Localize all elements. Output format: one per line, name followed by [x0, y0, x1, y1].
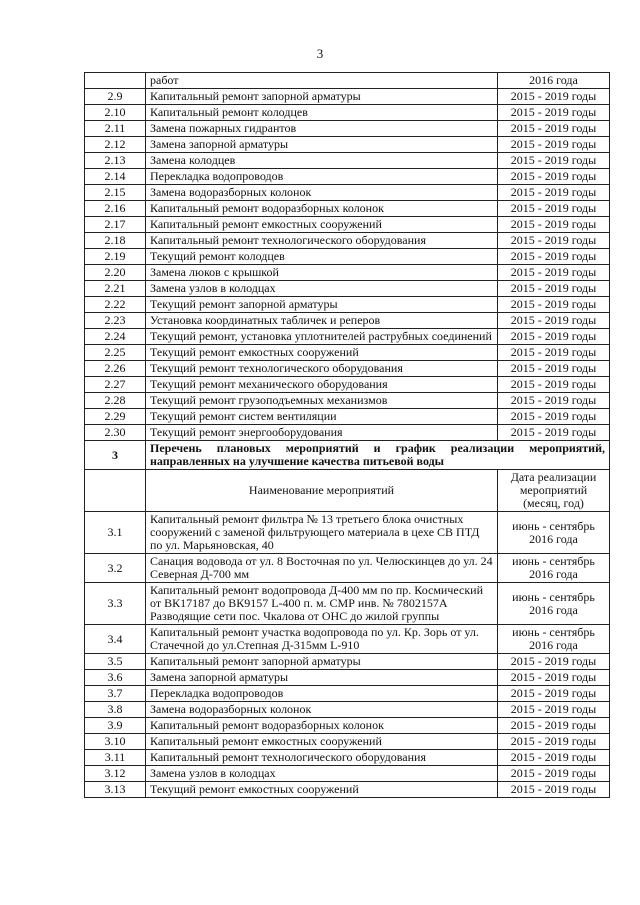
row-date: 2015 - 2019 годы [498, 153, 610, 169]
row-number: 2.29 [85, 409, 146, 425]
row-date: 2015 - 2019 годы [498, 137, 610, 153]
row-description: Замена узлов в колодцах [146, 281, 498, 297]
row-date: 2015 - 2019 годы [498, 702, 610, 718]
table-row [85, 329, 610, 345]
row-date: июнь - сентябрь 2016 года [498, 625, 610, 654]
row-date: 2015 - 2019 годы [498, 766, 610, 782]
row-number: 2.19 [85, 249, 146, 265]
row-description: Текущий ремонт, установка уплотнителей раструбных соединений [146, 329, 498, 345]
row-description: Замена запорной арматуры [146, 670, 498, 686]
row-number: 2.9 [85, 89, 146, 105]
table-row [85, 89, 610, 105]
row-number: 2.26 [85, 361, 146, 377]
table-row [85, 249, 610, 265]
row-date: 2016 года [498, 73, 610, 89]
table-row [85, 654, 610, 670]
row-number: 2.30 [85, 425, 146, 441]
row-description: Текущий ремонт механического оборудования [146, 377, 498, 393]
table-row [85, 153, 610, 169]
row-date: 2015 - 2019 годы [498, 393, 610, 409]
table-row [85, 73, 610, 89]
row-date: 2015 - 2019 годы [498, 217, 610, 233]
row-description: Перекладка водопроводов [146, 686, 498, 702]
table-row [85, 313, 610, 329]
table-row [85, 233, 610, 249]
row-date: июнь - сентябрь 2016 года [498, 512, 610, 554]
row-number: 2.16 [85, 201, 146, 217]
row-description: Текущий ремонт энергооборудования [146, 425, 498, 441]
table-row [85, 281, 610, 297]
table-row [85, 185, 610, 201]
row-date: июнь - сентябрь 2016 года [498, 554, 610, 583]
row-number: 2.28 [85, 393, 146, 409]
measures-table [84, 72, 610, 798]
row-date: 2015 - 2019 годы [498, 89, 610, 105]
table-row [85, 297, 610, 313]
table-row [85, 201, 610, 217]
row-number: 2.15 [85, 185, 146, 201]
section-title: Перечень плановых мероприятий и график реализации мероприятий, направленных на улучшение качества питьевой воды [146, 441, 610, 470]
table-row [85, 425, 610, 441]
row-description: работ [146, 73, 498, 89]
row-date: 2015 - 2019 годы [498, 782, 610, 798]
table-row [85, 718, 610, 734]
table-row [85, 766, 610, 782]
row-number: 3.4 [85, 625, 146, 654]
row-description: Текущий ремонт емкостных сооружений [146, 345, 498, 361]
row-number: 2.17 [85, 217, 146, 233]
row-date: 2015 - 2019 годы [498, 121, 610, 137]
table-body-bottom [85, 512, 610, 798]
column-header-row [85, 470, 610, 512]
row-description: Замена запорной арматуры [146, 137, 498, 153]
row-description: Замена колодцев [146, 153, 498, 169]
row-date: июнь - сентябрь 2016 года [498, 583, 610, 625]
table-row [85, 361, 610, 377]
row-description: Текущий ремонт колодцев [146, 249, 498, 265]
row-description: Замена люков с крышкой [146, 265, 498, 281]
row-description: Замена водоразборных колонок [146, 185, 498, 201]
row-description: Капитальный ремонт водоразборных колонок [146, 718, 498, 734]
row-date: 2015 - 2019 годы [498, 734, 610, 750]
section-number: 3 [85, 441, 146, 470]
row-description: Капитальный ремонт технологического оборудования [146, 750, 498, 766]
row-date: 2015 - 2019 годы [498, 670, 610, 686]
row-description: Капитальный ремонт емкостных сооружений [146, 217, 498, 233]
table-row [85, 734, 610, 750]
table-row [85, 121, 610, 137]
table-row [85, 686, 610, 702]
row-number: 2.18 [85, 233, 146, 249]
row-description: Замена узлов в колодцах [146, 766, 498, 782]
row-date: 2015 - 2019 годы [498, 313, 610, 329]
row-description: Установка координатных табличек и реперов [146, 313, 498, 329]
page-number: 3 [316, 46, 324, 61]
row-date: 2015 - 2019 годы [498, 654, 610, 670]
row-number: 3.13 [85, 782, 146, 798]
table-row [85, 782, 610, 798]
row-description: Текущий ремонт грузоподъемных механизмов [146, 393, 498, 409]
row-description: Капитальный ремонт водоразборных колонок [146, 201, 498, 217]
table-row [85, 393, 610, 409]
row-description: Капитальный ремонт технологического оборудования [146, 233, 498, 249]
row-number: 2.24 [85, 329, 146, 345]
table-row [85, 702, 610, 718]
row-date: 2015 - 2019 годы [498, 281, 610, 297]
row-number: 2.23 [85, 313, 146, 329]
row-date: 2015 - 2019 годы [498, 105, 610, 121]
row-number: 2.10 [85, 105, 146, 121]
row-date: 2015 - 2019 годы [498, 185, 610, 201]
row-description: Капитальный ремонт запорной арматуры [146, 654, 498, 670]
row-date: 2015 - 2019 годы [498, 297, 610, 313]
table-row [85, 345, 610, 361]
header-date: Дата реализации мероприятий (месяц, год) [498, 470, 610, 512]
row-description: Капитальный ремонт запорной арматуры [146, 89, 498, 105]
row-number: 2.27 [85, 377, 146, 393]
row-date: 2015 - 2019 годы [498, 377, 610, 393]
row-number: 3.7 [85, 686, 146, 702]
row-date: 2015 - 2019 годы [498, 361, 610, 377]
row-number [85, 73, 146, 89]
section-row [85, 441, 610, 470]
row-date: 2015 - 2019 годы [498, 345, 610, 361]
row-description: Замена водоразборных колонок [146, 702, 498, 718]
table-row [85, 169, 610, 185]
row-description: Капитальный ремонт колодцев [146, 105, 498, 121]
row-date: 2015 - 2019 годы [498, 718, 610, 734]
row-date: 2015 - 2019 годы [498, 169, 610, 185]
row-number: 3.11 [85, 750, 146, 766]
row-description: Текущий ремонт систем вентиляции [146, 409, 498, 425]
row-description: Капитальный ремонт водопровода Д-400 мм по пр. Космический от ВК17187 до ВК9157 L-400 п. м. СМР инв. № 7802157А Разводящие сети пос. Чкалова от ОНС до жилой группы [146, 583, 498, 625]
table-row [85, 750, 610, 766]
table-row [85, 265, 610, 281]
table-body-top [85, 73, 610, 441]
row-description: Капитальный ремонт участка водопровода по ул. Кр. Зорь от ул. Стачечной до ул.Степная Д-315мм L-910 [146, 625, 498, 654]
table-row [85, 409, 610, 425]
row-number: 2.13 [85, 153, 146, 169]
row-description: Текущий ремонт запорной арматуры [146, 297, 498, 313]
row-description: Текущий ремонт емкостных сооружений [146, 782, 498, 798]
table-row [85, 137, 610, 153]
table-row [85, 377, 610, 393]
row-description: Замена пожарных гидрантов [146, 121, 498, 137]
table-row [85, 512, 610, 554]
row-number: 2.11 [85, 121, 146, 137]
section-header [85, 441, 610, 512]
row-date: 2015 - 2019 годы [498, 409, 610, 425]
row-date: 2015 - 2019 годы [498, 750, 610, 766]
row-date: 2015 - 2019 годы [498, 329, 610, 345]
header-empty-cell [85, 470, 146, 512]
table-row [85, 670, 610, 686]
table-row [85, 217, 610, 233]
row-description: Капитальный ремонт фильтра № 13 третьего блока очистных сооружений с заменой фильтрующего материала в цехе СВ ПТД по ул. Марьяновская, 40 [146, 512, 498, 554]
row-number: 3.8 [85, 702, 146, 718]
header-name: Наименование мероприятий [146, 470, 498, 512]
row-description: Капитальный ремонт емкостных сооружений [146, 734, 498, 750]
row-date: 2015 - 2019 годы [498, 686, 610, 702]
row-date: 2015 - 2019 годы [498, 249, 610, 265]
row-number: 3.9 [85, 718, 146, 734]
table-row [85, 105, 610, 121]
row-date: 2015 - 2019 годы [498, 233, 610, 249]
row-number: 3.2 [85, 554, 146, 583]
row-number: 3.12 [85, 766, 146, 782]
row-description: Перекладка водопроводов [146, 169, 498, 185]
row-number: 2.25 [85, 345, 146, 361]
row-number: 3.6 [85, 670, 146, 686]
row-number: 2.14 [85, 169, 146, 185]
row-description: Текущий ремонт технологического оборудования [146, 361, 498, 377]
table-row [85, 583, 610, 625]
table-row [85, 625, 610, 654]
row-number: 2.20 [85, 265, 146, 281]
row-date: 2015 - 2019 годы [498, 201, 610, 217]
row-number: 3.5 [85, 654, 146, 670]
row-description: Санация водовода от ул. 8 Восточная по ул. Челюскинцев до ул. 24 Северная Д-700 мм [146, 554, 498, 583]
row-number: 3.1 [85, 512, 146, 554]
table-row [85, 554, 610, 583]
row-number: 2.22 [85, 297, 146, 313]
row-number: 2.21 [85, 281, 146, 297]
row-date: 2015 - 2019 годы [498, 265, 610, 281]
row-number: 3.10 [85, 734, 146, 750]
row-number: 2.12 [85, 137, 146, 153]
row-number: 3.3 [85, 583, 146, 625]
row-date: 2015 - 2019 годы [498, 425, 610, 441]
